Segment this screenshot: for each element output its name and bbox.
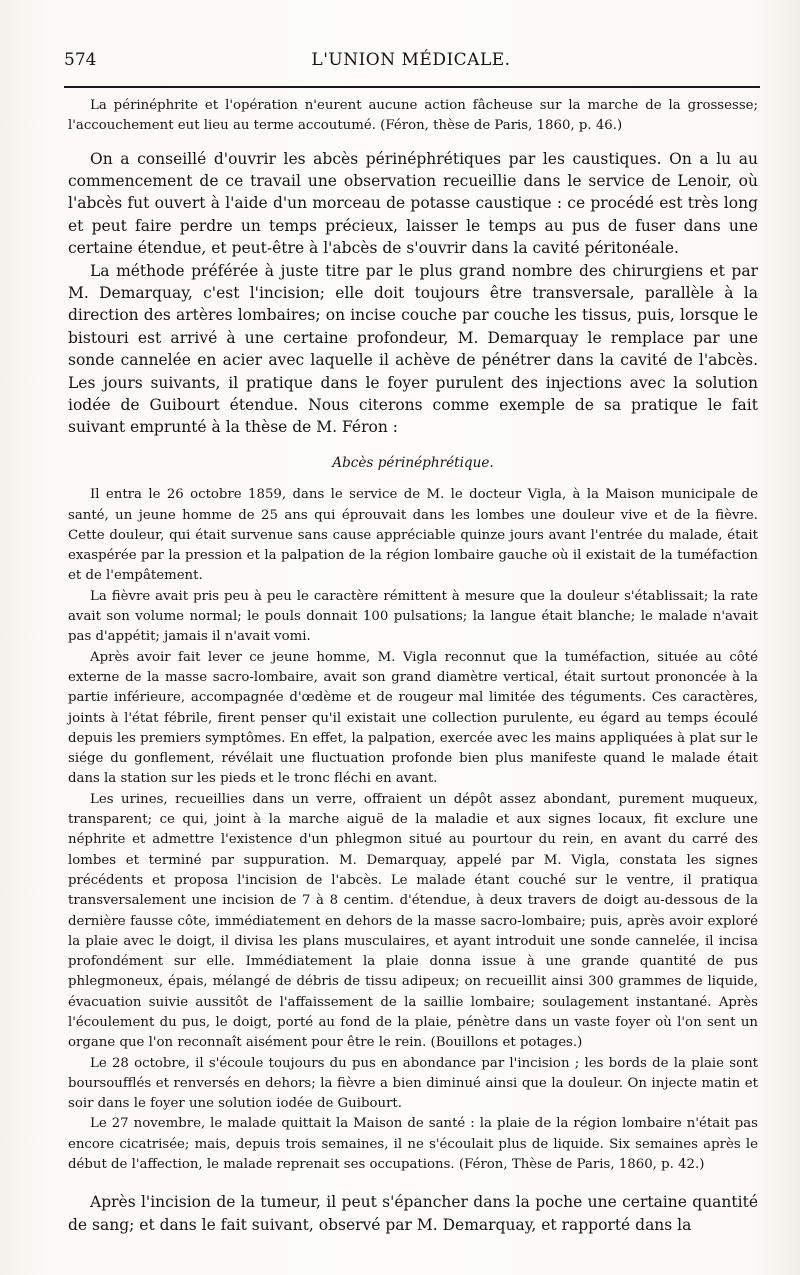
header-rule bbox=[64, 86, 760, 88]
paragraph: On a conseillé d'ouvrir les abcès périnéphrétiques par les caustiques. On a lu au commencement de ce travail une observation recueillie dans le service de Lenoir, où l'abcès fut ouvert à l'aide d'un morceau de potasse caustique : ce procédé est très long et peut faire perdre un temps précieux, laisser le temps au pus de fuser dans une certaine étendue, et peut-être à l'abcès de s'ouvrir dans la cavité péritonéale. bbox=[68, 149, 758, 258]
page-header bbox=[64, 48, 758, 76]
paragraph: Le 27 novembre, le malade quittait la Maison de santé : la plaie de la région lombaire n'était pas encore cicatrisée; mais, depuis trois semaines, il ne s'écoulait plus de liquide. Six semaines après le début de l'affection, le malade reprenait ses occupations. (Féron, Thèse de Paris, 1860, p. 42.) bbox=[68, 1116, 758, 1173]
paragraph: Les urines, recueillies dans un verre, offraient un dépôt assez abondant, purement muqueux, transparent; ce qui, joint à la marche aiguë de la maladie et aux signes locaux, fit exclure une néphrite et admettre l'existence d'un phlegmon situé au pourtour du rein, en avant du carré des lombes et terminé par suppuration. M. Demarquay, appelé par M. Vigla, constata les signes précédents et proposa l'incision de l'abcès. Le malade étant couché sur le ventre, il pratiqua transversalement une incision de 7 à 8 centim. d'étendue, à deux travers de doigt au-dessous de la dernière fausse côte, immédiatement en dehors de la masse sacro-lombaire; puis, après avoir exploré la plaie avec le doigt, il divisa les plans musculaires, et ayant introduit une sonde cannelée, il incisa profondément sur elle. Immédiatement la plaie donna issue à une grande quantité de pus phlegmoneux, épais, mélangé de débris de tissu adipeux; on recueillit ainsi 300 grammes de liquide, évacuation suivie aussitôt de l'affaissement de la saillie lombaire; soulagement instantané. Après l'écoulement du pus, le doigt, porté au fond de la plaie, pénètre dans un vaste foyer où l'on sent un organe que l'on reconnaît aisément pour être le rein. (Bouillons et potages.) bbox=[68, 791, 758, 1051]
page-number: 574 bbox=[64, 50, 97, 70]
page-body bbox=[68, 96, 758, 1236]
running-title: L'UNION MÉDICALE. bbox=[311, 50, 511, 70]
paragraph: Le 28 octobre, il s'écoule toujours du pus en abondance par l'incision ; les bords de la plaie sont boursoufflés et renversés en dehors; la fièvre a bien diminué ainsi que la douleur. On injecte matin et soir dans le foyer une solution iodée de Guibourt. bbox=[68, 1055, 758, 1112]
paragraph: La méthode préférée à juste titre par le plus grand nombre des chirurgiens et par M. Demarquay, c'est l'incision; elle doit toujours être transversale, parallèle à la direction des artères lombaires; on incise couche par couche les tissus, puis, lorsque le bistouri est arrivé à une certaine profondeur, M. Demarquay le remplace par une sonde cannelée en acier avec laquelle il achève de pénétrer dans la cavité de l'abcès. Les jours suivants, il pratique dans le foyer purulent des injections avec la solution iodée de Guibourt étendue. Nous citerons comme exemple de sa pratique le fait suivant emprunté à la thèse de M. Féron : bbox=[68, 261, 758, 437]
paragraph: Après avoir fait lever ce jeune homme, M. Vigla reconnut que la tuméfaction, située au côté externe de la masse sacro-lombaire, avait son grand diamètre vertical, était surtout prononcée à la partie inférieure, accompagnée d'œdème et de rougeur mal limitée des téguments. Ces caractères, joints à l'état fébrile, firent penser qu'il existait une collection purulente, eu égard au temps écoulé depuis les premiers symptômes. En effet, la palpation, exercée avec les mains appliquées à plat sur le siége du gonflement, révélait une fluctuation profonde bien plus manifeste quand le malade était dans la station sur les pieds et le tronc fléchi en avant. bbox=[68, 649, 758, 787]
paragraph: La fièvre avait pris peu à peu le caractère rémittent à mesure que la douleur s'établissait; la rate avait son volume normal; le pouls donnait 100 pulsations; la langue était blanche; le malade n'avait pas d'appétit; jamais il n'avait vomi. bbox=[68, 588, 758, 645]
section-title: Abcès périnéphrétique. bbox=[332, 454, 494, 471]
paragraph: Après l'incision de la tumeur, il peut s'épancher dans la poche une certaine quantité de sang; et dans le fait suivant, observé par M. Demarquay, et rapporté dans la bbox=[68, 1193, 758, 1234]
paragraph: La périnéphrite et l'opération n'eurent aucune action fâcheuse sur la marche de la grossesse; l'accouchement eut lieu au terme accoutumé. (Féron, thèse de Paris, 1860, p. 46.) bbox=[68, 98, 758, 134]
paragraph: Il entra le 26 octobre 1859, dans le service de M. le docteur Vigla, à la Maison municipale de santé, un jeune homme de 25 ans qui éprouvait dans les lombes une douleur vive et de la fièvre. Cette douleur, qui était survenue sans cause appréciable quinze jours avant l'entrée du malade, était exaspérée par la pression et la palpation de la région lombaire gauche où il existait de la tuméfaction et de l'empâtement. bbox=[68, 487, 758, 584]
